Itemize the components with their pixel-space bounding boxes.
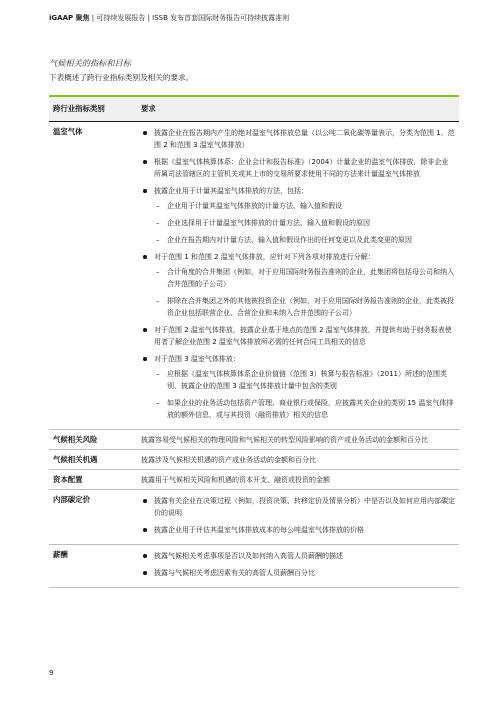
table-row-ghg	[49, 122, 459, 430]
bullet-list	[141, 550, 455, 579]
requirements-capital: 披露用于气候相关风险和机遇的资本开支、融资或投资的金额	[137, 470, 459, 490]
page-number: 9	[49, 669, 54, 677]
list-item: 披露企业用于评估其温室气体排放成本的每公吨温室气体排放的价格	[141, 524, 455, 536]
category-remuneration: 薪酬	[49, 545, 137, 588]
requirements-opportunities: 披露涉及气候相关机遇的资产或业务活动的金额和百分比	[137, 450, 459, 470]
category-risk: 气候相关风险	[49, 430, 137, 450]
list-item: 披露有关企业在决策过程（例如，投资决策、转移定价及情景分析）中是否以及如何应用内部碳定价的说明	[141, 495, 455, 519]
column-header-requirements: 要求	[137, 96, 459, 122]
list-item	[141, 185, 455, 246]
requirements-carbon-pricing	[137, 490, 459, 545]
list-item: 披露企业在报告期内产生的绝对温室气体排放总量（以公吨二氧化碳等量表示，分类为范围 1、范围 2 和范围 3 温室气体排放）	[141, 127, 455, 151]
sub-list	[154, 266, 455, 319]
requirements-risk: 披露容易受气候相关的物理风险和气候相关的转型风险影响的资产或业务活动的金额和百分比	[137, 430, 459, 450]
table-row-carbon-pricing	[49, 490, 459, 545]
table-row-risk	[49, 430, 459, 450]
category-ghg: 温室气体	[49, 122, 137, 430]
table-row-opportunities	[49, 450, 459, 470]
list-item: 对于范围 2 温室气体排放，披露企业基于地点的范围 2 温室气体排放，并提供有助于财务报表使用者了解企业范围 2 温室气体排放所必需的任何合同工具相关的信息	[141, 324, 455, 348]
sub-list-item: – 企业在报告期内对计量方法、输入值和假设作出的任何变更以及此类变更的原因	[154, 234, 455, 246]
sub-list	[154, 368, 455, 421]
list-item: 根据《温室气体核算体系：企业会计和报告标准》（2004）计量企业的温室气体排放，除非企业所属司法管辖区的主管机关或其上市的交易所要求使用不同的方法来计量温室气体排放	[141, 156, 455, 180]
sub-list-item: – 应根据《温室气体核算体系企业价值链（范围 3）核算与报告标准》（2011）所述的范围类别，披露企业的范围 3 温室气体排放计量中包含的类别	[154, 368, 455, 392]
list-item: 披露与气候相关考虑因素有关的高管人员薪酬百分比	[141, 567, 455, 579]
category-opportunities: 气候相关机遇	[49, 450, 137, 470]
table-row-remuneration	[49, 545, 459, 588]
intro-text: 下表概述了跨行业指标类别及相关的要求。	[49, 73, 194, 82]
metrics-table	[49, 95, 459, 588]
section-title: 气候相关的指标和目标	[49, 58, 131, 68]
table-header-row	[49, 96, 459, 122]
table-row-capital	[49, 470, 459, 490]
sub-list-item: – 企业用于计量其温室气体排放的计量方法、输入值和假设	[154, 200, 455, 212]
list-item	[141, 353, 455, 421]
list-item	[141, 251, 455, 319]
column-header-category: 跨行业指标类别	[49, 96, 137, 122]
sub-list-item: – 排除在合并集团之外的其他被投资企业（例如，对于应用国际财务报告准则的企业，此类被投资企业包括联营企业、合营企业和未纳入合并范围的子公司）	[154, 295, 455, 319]
list-item: 披露气候相关考虑事项是否以及如何纳入高管人员薪酬的描述	[141, 550, 455, 562]
list-item-text: 对于范围 1 和范围 2 温室气体排放，应针对下列各项对排放进行分解：	[154, 253, 375, 261]
sub-list-item: – 合计角度的合并集团（例如，对于应用国际财务报告准则的企业，此集团将包括母公司和纳入合并范围的子公司）	[154, 266, 455, 290]
requirements-remuneration	[137, 545, 459, 588]
requirements-ghg	[137, 122, 459, 430]
sub-list-item: – 如果企业的业务活动包括资产管理、商业银行或保险，应披露其关企业的类别 15 温室气体排放的额外信息，或与其投资（融资排放）相关的信息	[154, 397, 455, 421]
list-item-text: 披露企业用于计量其温室气体排放的方法，包括：	[154, 187, 308, 195]
header-breadcrumb: | 可持续发展报告 | ISSB 发布首套国际财务报告可持续披露准则	[89, 14, 290, 22]
list-item-text: 对于范围 3 温室气体排放：	[154, 355, 240, 363]
category-capital: 资本配置	[49, 470, 137, 490]
sub-list	[154, 200, 455, 246]
sub-list-item: – 企业选择用于计量温室气体排放的计量方法、输入值和假设的原因	[154, 217, 455, 229]
bullet-list	[141, 127, 455, 421]
bullet-list	[141, 495, 455, 536]
header-brand: iGAAP 聚焦	[49, 14, 90, 22]
page-header	[49, 13, 480, 23]
category-carbon-pricing: 内部碳定价	[49, 490, 137, 545]
